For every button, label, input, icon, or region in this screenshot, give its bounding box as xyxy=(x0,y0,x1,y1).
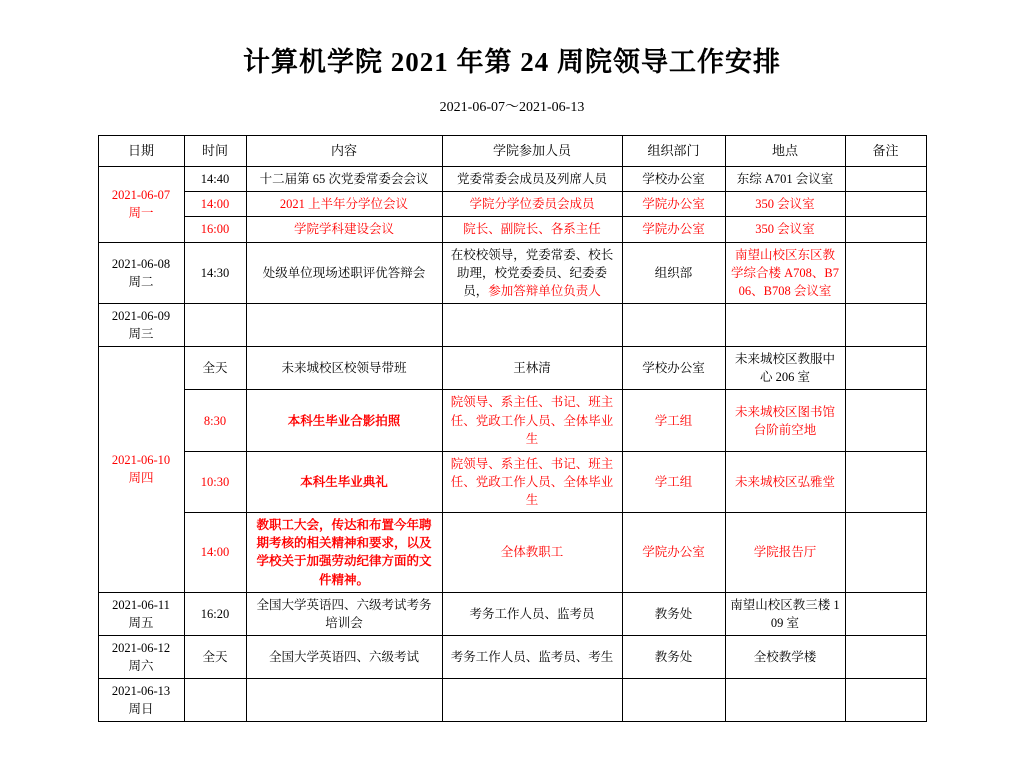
cell-organizer: 学院办公室 xyxy=(622,217,725,242)
cell-location: 350 会议室 xyxy=(725,192,845,217)
cell-content: 十二届第 65 次党委常委会会议 xyxy=(246,167,442,192)
table-row xyxy=(98,242,926,303)
cell-date: 2021-06-10 周四 xyxy=(98,347,184,593)
cell-time: 14:00 xyxy=(184,192,246,217)
cell-time: 14:40 xyxy=(184,167,246,192)
table-row xyxy=(98,679,926,722)
cell-time: 10:30 xyxy=(184,451,246,512)
cell-organizer: 教务处 xyxy=(622,635,725,678)
column-header-date: 日期 xyxy=(98,136,184,167)
cell-participants: 院长、副院长、各系主任 xyxy=(442,217,622,242)
cell-remarks xyxy=(845,679,926,722)
document-page xyxy=(0,46,1024,770)
cell-content: 本科生毕业合影拍照 xyxy=(246,390,442,451)
cell-organizer: 学工组 xyxy=(622,390,725,451)
schedule-table xyxy=(98,135,927,722)
cell-time: 全天 xyxy=(184,347,246,390)
cell-content xyxy=(246,303,442,346)
date-range-subtitle: 2021-06-07～2021-06-13 xyxy=(439,100,585,116)
cell-location: 东综 A701 会议室 xyxy=(725,167,845,192)
cell-remarks xyxy=(845,303,926,346)
table-row xyxy=(98,451,926,512)
table-row xyxy=(98,167,926,192)
column-header-remarks: 备注 xyxy=(845,136,926,167)
cell-organizer: 学院办公室 xyxy=(622,513,725,593)
column-header-organizer: 组织部门 xyxy=(622,136,725,167)
cell-location: 未来城校区弘雅堂 xyxy=(725,451,845,512)
cell-organizer: 学校办公室 xyxy=(622,167,725,192)
cell-date: 2021-06-08 周二 xyxy=(98,242,184,303)
cell-time: 16:00 xyxy=(184,217,246,242)
table-body xyxy=(98,167,926,722)
cell-remarks xyxy=(845,167,926,192)
cell-time: 14:30 xyxy=(184,242,246,303)
table-row xyxy=(98,217,926,242)
cell-participants: 学院分学位委员会成员 xyxy=(442,192,622,217)
cell-remarks xyxy=(845,217,926,242)
cell-participants: 党委常委会成员及列席人员 xyxy=(442,167,622,192)
cell-remarks xyxy=(845,513,926,593)
cell-remarks xyxy=(845,451,926,512)
table-row xyxy=(98,192,926,217)
cell-content: 全国大学英语四、六级考试 xyxy=(246,635,442,678)
table-row xyxy=(98,635,926,678)
cell-date: 2021-06-07 周一 xyxy=(98,167,184,242)
column-header-content: 内容 xyxy=(246,136,442,167)
column-header-participants: 学院参加人员 xyxy=(442,136,622,167)
cell-location: 全校教学楼 xyxy=(725,635,845,678)
cell-participants: 考务工作人员、监考员 xyxy=(442,592,622,635)
table-row xyxy=(98,303,926,346)
cell-location: 南望山校区东区教学综合楼 A708、B706、B708 会议室 xyxy=(725,242,845,303)
table-row xyxy=(98,390,926,451)
cell-organizer xyxy=(622,303,725,346)
cell-location: 学院报告厅 xyxy=(725,513,845,593)
cell-participants: 院领导、系主任、书记、班主任、党政工作人员、全体毕业生 xyxy=(442,390,622,451)
cell-time: 14:00 xyxy=(184,513,246,593)
cell-organizer: 学工组 xyxy=(622,451,725,512)
table-header-row xyxy=(98,136,926,167)
column-header-location: 地点 xyxy=(725,136,845,167)
column-header-time: 时间 xyxy=(184,136,246,167)
cell-remarks xyxy=(845,192,926,217)
cell-organizer: 学院办公室 xyxy=(622,192,725,217)
cell-date: 2021-06-11 周五 xyxy=(98,592,184,635)
cell-remarks xyxy=(845,242,926,303)
cell-location xyxy=(725,679,845,722)
cell-content: 未来城校区校领导带班 xyxy=(246,347,442,390)
cell-participants: 在校校领导，党委常委、校长助理，校党委委员、纪委委员，参加答辩单位负责人 xyxy=(442,242,622,303)
cell-content: 本科生毕业典礼 xyxy=(246,451,442,512)
cell-participants: 考务工作人员、监考员、考生 xyxy=(442,635,622,678)
cell-organizer: 学校办公室 xyxy=(622,347,725,390)
cell-location: 未来城校区教服中心 206 室 xyxy=(725,347,845,390)
table-row xyxy=(98,513,926,593)
cell-time xyxy=(184,679,246,722)
cell-content: 处级单位现场述职评优答辩会 xyxy=(246,242,442,303)
cell-remarks xyxy=(845,635,926,678)
cell-date: 2021-06-12 周六 xyxy=(98,635,184,678)
cell-organizer xyxy=(622,679,725,722)
cell-content: 2021 上半年分学位会议 xyxy=(246,192,442,217)
cell-content xyxy=(246,679,442,722)
cell-remarks xyxy=(845,592,926,635)
cell-date: 2021-06-13 周日 xyxy=(98,679,184,722)
cell-location: 未来城校区图书馆台阶前空地 xyxy=(725,390,845,451)
cell-participants xyxy=(442,679,622,722)
cell-time: 8:30 xyxy=(184,390,246,451)
cell-content: 教职工大会，传达和布置今年聘期考核的相关精神和要求，以及学校关于加强劳动纪律方面的文件精神。 xyxy=(246,513,442,593)
table-row xyxy=(98,592,926,635)
cell-time: 全天 xyxy=(184,635,246,678)
cell-location xyxy=(725,303,845,346)
table-row xyxy=(98,347,926,390)
cell-content: 学院学科建设会议 xyxy=(246,217,442,242)
cell-time: 16:20 xyxy=(184,592,246,635)
cell-location: 南望山校区教三楼 109 室 xyxy=(725,592,845,635)
cell-participants: 王林清 xyxy=(442,347,622,390)
cell-remarks xyxy=(845,390,926,451)
cell-participants: 全体教职工 xyxy=(442,513,622,593)
cell-time xyxy=(184,303,246,346)
cell-organizer: 教务处 xyxy=(622,592,725,635)
cell-location: 350 会议室 xyxy=(725,217,845,242)
cell-participants: 院领导、系主任、书记、班主任、党政工作人员、全体毕业生 xyxy=(442,451,622,512)
cell-participants xyxy=(442,303,622,346)
page-title: 计算机学院 2021 年第 24 周院领导工作安排 xyxy=(243,47,781,77)
cell-remarks xyxy=(845,347,926,390)
table-header xyxy=(98,136,926,167)
cell-content: 全国大学英语四、六级考试考务培训会 xyxy=(246,592,442,635)
cell-organizer: 组织部 xyxy=(622,242,725,303)
cell-date: 2021-06-09 周三 xyxy=(98,303,184,346)
